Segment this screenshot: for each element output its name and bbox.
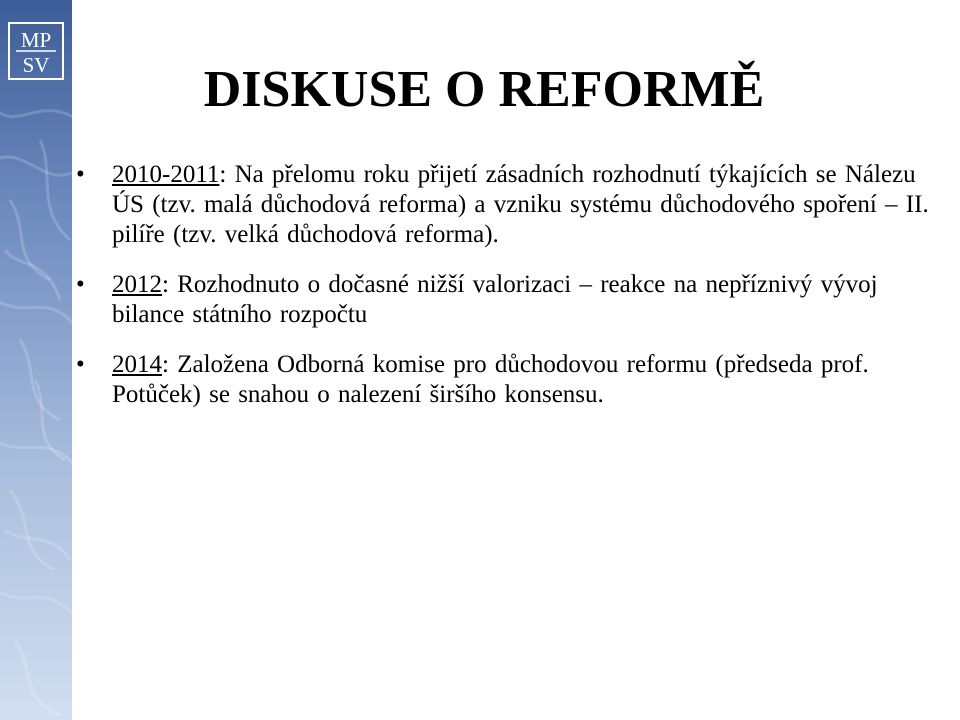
bullet-item-2014 [76,350,936,410]
bullet-text: : Založena Odborná komise pro důchodovou reformu (předseda prof. Potůček) se snahou o nalezení širšího konsensu. [112,351,869,408]
logo-text-bottom: SV [22,53,50,77]
slide-title: DISKUSE O REFORMĚ [203,61,765,118]
bullet-text: : Na přelomu roku přijetí zásadních rozhodnutí týkajících se Nálezu ÚS (tzv. malá důchodová reforma) a vzniku systému důchodového spoření – II. pilíře (tzv. velká důchodová reforma). [112,161,929,248]
bullet-list [76,160,936,430]
bullet-item-2012 [76,270,936,330]
bullet-item-2010-2011 [76,160,936,250]
bullet-year: 2012 [112,271,162,298]
bullet-marker: • [76,271,85,298]
bullet-marker: • [76,161,85,188]
bullet-year: 2014 [112,351,162,378]
bullet-text: : Rozhodnuto o dočasné nižší valorizaci – reakce na nepříznivý vývoj bilance státního rozpočtu [112,271,878,328]
logo-text-top: MP [20,28,52,52]
bullet-year: 2010-2011 [112,161,220,188]
bullet-marker: • [76,351,85,378]
